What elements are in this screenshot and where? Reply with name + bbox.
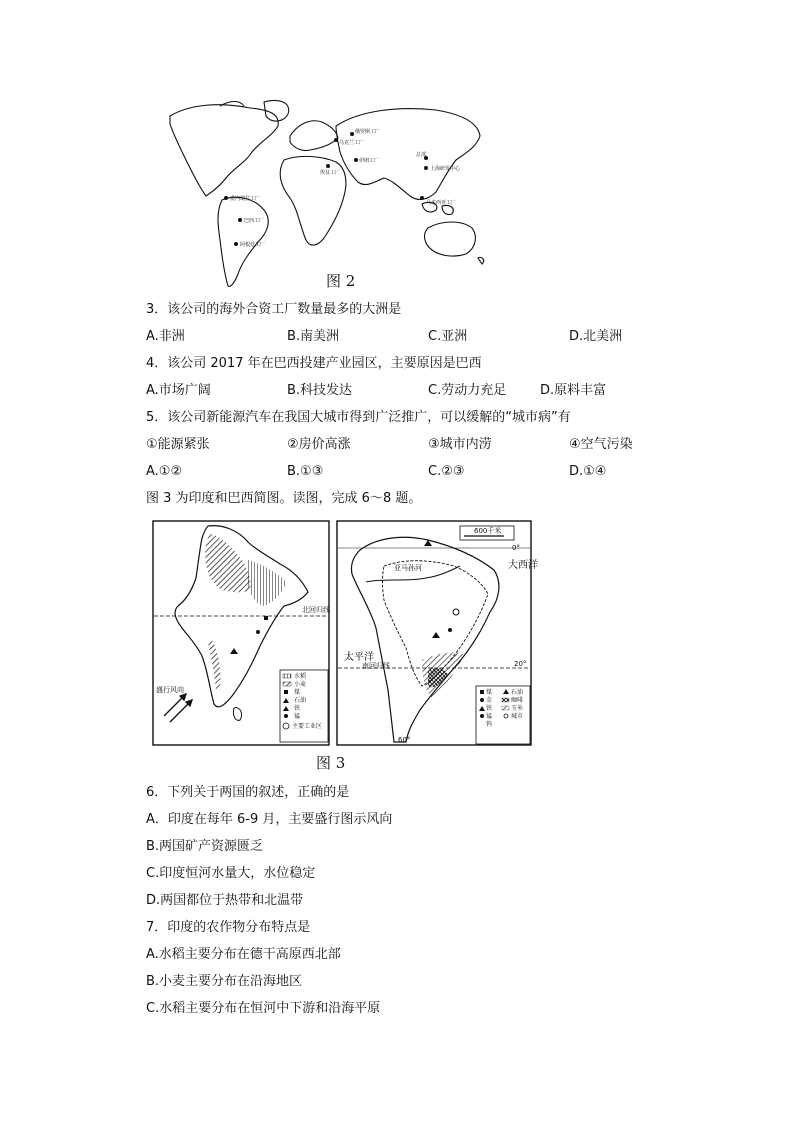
label-iran-factory: 伊朗工厂 bbox=[359, 158, 380, 164]
q7-option-b: B.小麦主要分布在沿海地区 bbox=[146, 974, 303, 989]
wind-label: 盛行风向 bbox=[156, 686, 184, 694]
india-legend-rice: 水稻 bbox=[294, 673, 307, 680]
q3-stem: 3．该公司的海外合资工厂数量最多的大洲是 bbox=[146, 302, 402, 317]
q6-stem: 6．下列关于两国的叙述，正确的是 bbox=[146, 785, 350, 800]
q6-option-a: A．印度在每年 6-9 月，主要盛行图示风向 bbox=[146, 812, 393, 827]
q7-option-a: A.水稻主要分布在德干高原西北部 bbox=[146, 947, 341, 962]
brazil-legend-manganese: 锰 bbox=[486, 713, 493, 720]
brazil-tropic-label: 南回归线 bbox=[362, 662, 390, 670]
brazil-legend-coffee: 咖啡 bbox=[511, 697, 524, 704]
q5-stem: 5．该公司新能源汽车在我国大城市得到广泛推广，可以缓解的“城市病”有 bbox=[146, 410, 571, 425]
label-ukraine-factory: 乌克兰工厂 bbox=[339, 140, 365, 146]
q7-stem: 7．印度的农作物分布特点是 bbox=[146, 920, 311, 935]
lat-0-label: 0° bbox=[512, 544, 520, 552]
q3-option-d: D.北美洲 bbox=[569, 329, 623, 344]
india-tropic-label: 北回归线 bbox=[302, 606, 330, 614]
pacific-label: 太平洋 bbox=[344, 652, 374, 663]
india-map bbox=[152, 520, 330, 746]
brazil-legend-gold: 金 bbox=[486, 697, 493, 704]
lon-60-label: 60° bbox=[398, 736, 411, 744]
lat-20-label: 20° bbox=[514, 660, 527, 668]
label-venezuela-factory: 委内瑞拉工厂 bbox=[230, 196, 261, 202]
label-brazil-factory: 巴西工厂 bbox=[244, 218, 265, 224]
q5-item-1: ①能源紧张 bbox=[146, 437, 210, 452]
india-legend-iron: 铁 bbox=[294, 705, 301, 712]
q6-option-c: C.印度恒河水量大，水位稳定 bbox=[146, 866, 316, 881]
label-argentina-factory: 阿根廷工厂 bbox=[240, 242, 266, 248]
india-legend bbox=[280, 670, 328, 742]
q5-item-2: ②房价高涨 bbox=[287, 437, 351, 452]
marker-venezuela-factory bbox=[224, 196, 228, 200]
q3-option-b: B.南美洲 bbox=[287, 329, 340, 344]
brazil-legend-city: 城市 bbox=[511, 713, 524, 720]
q5-item-4: ④空气污染 bbox=[569, 437, 633, 452]
marker-russia-factory bbox=[350, 132, 354, 136]
label-headquarters: 总部 bbox=[416, 152, 427, 158]
marker-egypt-factory bbox=[326, 164, 330, 168]
q7-option-c: C.水稻主要分布在恒河中下游和沿海平原 bbox=[146, 1001, 381, 1016]
india-legend-manganese: 锰 bbox=[294, 713, 301, 720]
q4-option-c: C.劳动力充足 bbox=[428, 383, 507, 398]
india-legend-industrial: 主要工业区 bbox=[292, 723, 323, 730]
brazil-map bbox=[336, 520, 538, 746]
q5-item-3: ③城市内涝 bbox=[428, 437, 492, 452]
q5-option-b: B.①③ bbox=[287, 464, 324, 479]
brazil-legend-iron: 铁 bbox=[486, 705, 493, 712]
atlantic-label: 大西洋 bbox=[508, 560, 538, 571]
figure3-intro: 图 3 为印度和巴西简图。读图，完成 6～8 题。 bbox=[146, 491, 422, 506]
india-legend-oil: 石油 bbox=[294, 697, 307, 704]
label-shanghai-rd: 上海研发中心 bbox=[430, 166, 461, 172]
marker-brazil-factory bbox=[238, 218, 242, 222]
marker-malaysia-factory bbox=[420, 196, 424, 200]
label-russia-factory: 俄罗斯工厂 bbox=[355, 129, 381, 135]
marker-shanghai-rd bbox=[424, 166, 428, 170]
india-legend-coal: 煤 bbox=[294, 689, 301, 696]
marker-argentina-factory bbox=[234, 242, 238, 246]
q4-option-d: D.原料丰富 bbox=[540, 383, 607, 398]
q6-option-d: D.两国都位于热带和北温带 bbox=[146, 893, 304, 908]
q3-option-a: A.非洲 bbox=[146, 329, 185, 344]
brazil-legend-corn: 玉米 bbox=[511, 705, 524, 712]
q3-option-c: C.亚洲 bbox=[428, 329, 468, 344]
q6-option-b: B.两国矿产资源匮乏 bbox=[146, 839, 264, 854]
label-malaysia-factory: 马来西亚工厂 bbox=[426, 200, 457, 206]
q5-option-c: C.②③ bbox=[428, 464, 465, 479]
brazil-legend bbox=[476, 686, 530, 744]
marker-ukraine-factory bbox=[334, 138, 338, 142]
brazil-legend-oil: 石油 bbox=[511, 689, 524, 696]
q5-option-a: A.①② bbox=[146, 464, 183, 479]
figure2-caption: 图 2 bbox=[326, 272, 356, 290]
q4-stem: 4．该公司 2017 年在巴西投建产业园区，主要原因是巴西 bbox=[146, 356, 482, 371]
q4-option-b: B.科技发达 bbox=[287, 383, 353, 398]
brazil-legend-tungsten: 钨 bbox=[486, 721, 493, 728]
world-map-figure bbox=[160, 96, 490, 292]
sri-lanka-outline bbox=[233, 708, 241, 721]
marker-iran-factory bbox=[354, 158, 358, 162]
label-egypt-factory: 埃及工厂 bbox=[320, 170, 341, 176]
brazil-legend-coal: 煤 bbox=[486, 689, 493, 696]
amazon-label bbox=[394, 563, 422, 572]
svg-text:亚马孙河: 亚马孙河 bbox=[394, 564, 422, 572]
q4-option-a: A.市场广阔 bbox=[146, 383, 211, 398]
scale-bar bbox=[460, 526, 514, 540]
india-legend-wheat: 小麦 bbox=[294, 681, 307, 688]
figure3-caption: 图 3 bbox=[316, 754, 346, 772]
q5-option-d: D.①④ bbox=[569, 464, 607, 479]
scale-label: 600千米 bbox=[474, 527, 502, 535]
